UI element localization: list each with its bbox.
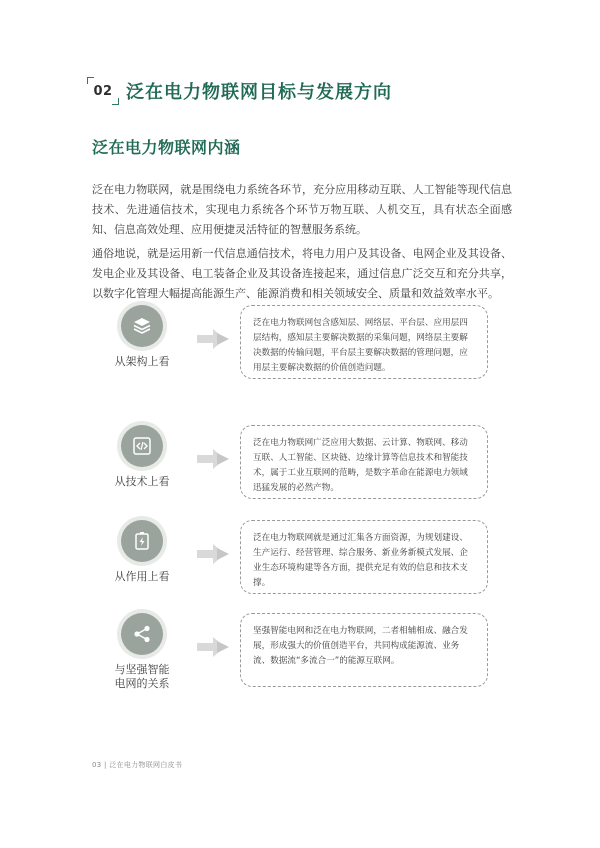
row-label: 从作用上看 <box>114 570 170 583</box>
code-icon <box>121 425 163 467</box>
row-label-line: 与坚强智能 <box>114 663 170 676</box>
row-architecture <box>110 305 495 393</box>
arrow-icon <box>195 635 235 659</box>
row-description: 泛在电力物联网包含感知层、网络层、平台层、应用层四层结构，感知层主要解决数据的采集问题，网络层主要解决数据的传输问题，平台层主要解决数据的管理问题，应用层主要解决数据的价值创造问题。 <box>240 305 488 379</box>
row-description: 坚强智能电网和泛在电力物联网，二者相辅相成、融合发展，形成强大的价值创造平台，共同构成能源流、业务流、数据流“多流合一”的能源互联网。 <box>240 613 488 687</box>
icon-column <box>110 305 174 369</box>
row-function <box>110 520 495 608</box>
icon-column <box>110 425 174 489</box>
section-number: 02 <box>90 80 116 102</box>
paragraph-definition: 泛在电力物联网，就是围绕电力系统各环节，充分应用移动互联、人工智能等现代信息技术、先进通信技术，实现电力系统各个环节万物互联、人机交互，具有状态全面感知、信息高效处理、应用便捷灵活特征的智慧服务系统。 <box>92 183 512 236</box>
arrow-icon <box>195 327 235 351</box>
sub-heading: 泛在电力物联网内涵 <box>92 138 241 157</box>
row-label <box>110 663 174 691</box>
row-label: 从架构上看 <box>114 355 170 368</box>
arrow-icon <box>195 447 235 471</box>
share-network-icon <box>121 613 163 655</box>
page-footer: 03 | 泛在电力物联网白皮书 <box>92 761 183 769</box>
row-label: 从技术上看 <box>114 475 170 488</box>
icon-column <box>110 613 174 691</box>
row-smart-grid-relation <box>110 613 495 701</box>
icon-column <box>110 520 174 584</box>
row-description: 泛在电力物联网广泛应用大数据、云计算、物联网、移动互联、人工智能、区块链、边缘计算等信息技术和智能技术，属于工业互联网的范畴，是数字革命在能源电力领域迅猛发展的必然产物。 <box>240 425 488 499</box>
arrow-icon <box>195 542 235 566</box>
section-heading <box>90 78 392 104</box>
row-label-line: 电网的关系 <box>114 677 170 690</box>
row-description: 泛在电力物联网就是通过汇集各方面资源，为规划建设、生产运行、经营管理、综合服务、新业务新模式发展、企业生态环境构建等各方面，提供充足有效的信息和技术支撑。 <box>240 520 488 594</box>
section-title: 泛在电力物联网目标与发展方向 <box>126 82 392 103</box>
battery-charge-icon <box>121 520 163 562</box>
layers-icon <box>121 305 163 347</box>
paragraph-explanation: 通俗地说，就是运用新一代信息通信技术，将电力用户及其设备、电网企业及其设备、发电企业及其设备、电工装备企业及其设备连接起来，通过信息广泛交互和充分共享，以数字化管理大幅提高能源生产、能源消费和相关领域安全、质量和效益效率水平。 <box>92 247 512 300</box>
row-technology <box>110 425 495 513</box>
